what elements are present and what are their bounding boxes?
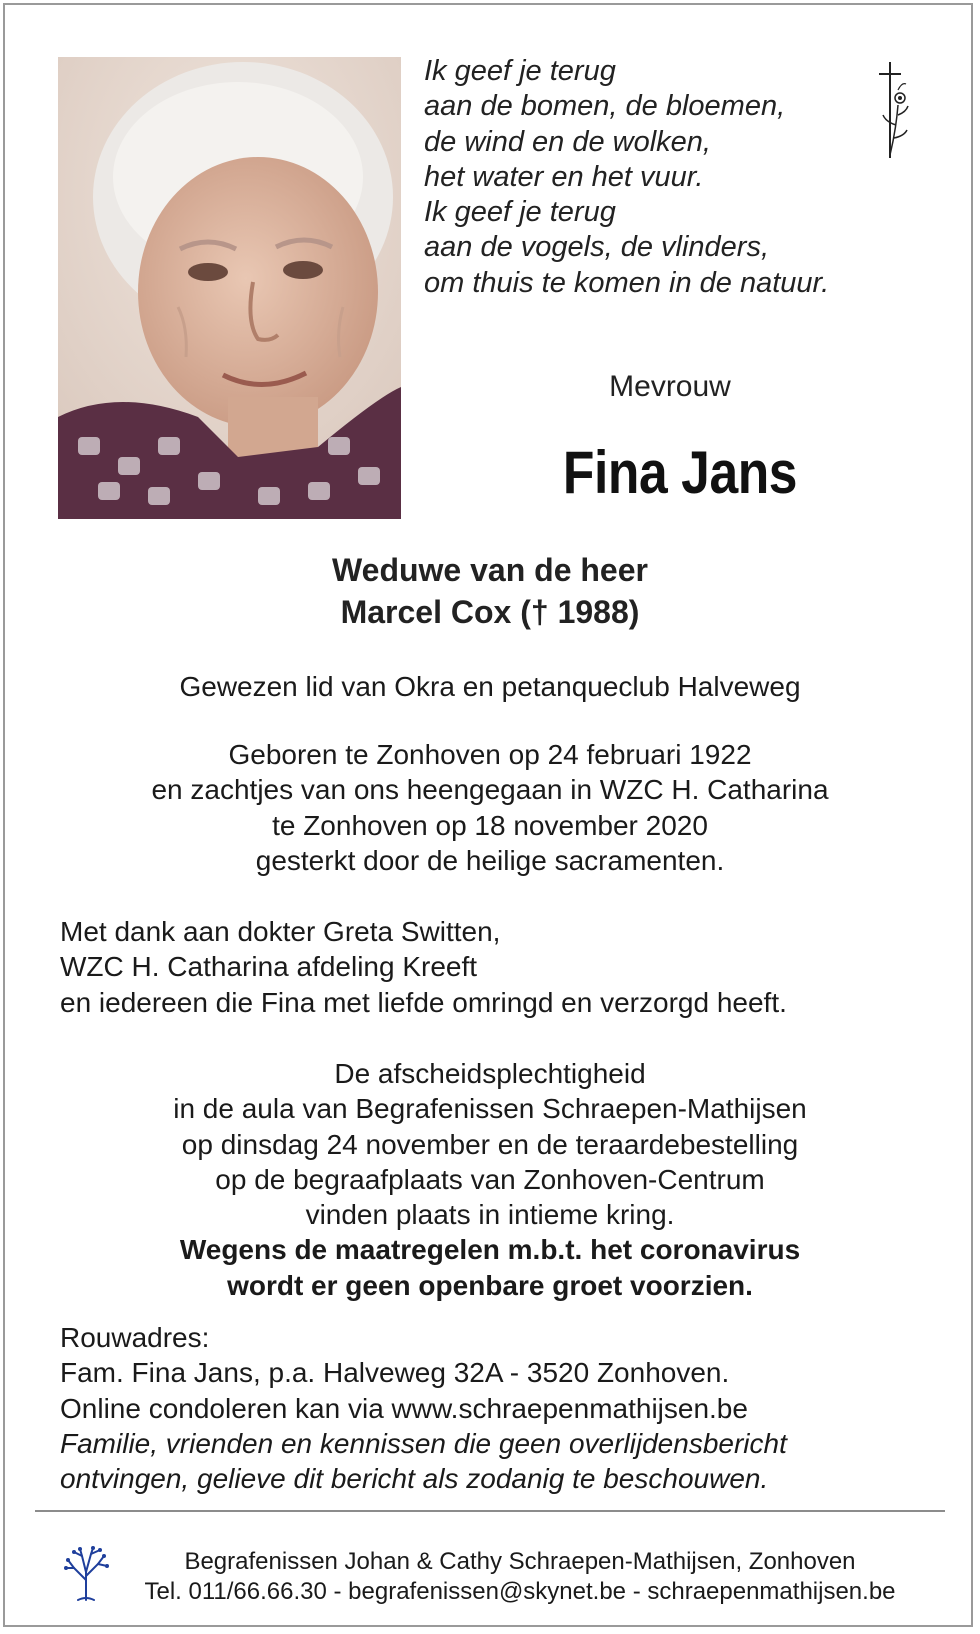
funeral-home-footer xyxy=(120,1547,920,1607)
deceased-name: Fina Jans xyxy=(562,439,798,506)
text-line: op dinsdag 24 november en de teraardebestelling xyxy=(181,1128,799,1160)
text-line: Geboren te Zonhoven op 24 februari 1922 xyxy=(228,739,752,770)
text-line: WZC H. Catharina afdeling Kreeft xyxy=(60,951,478,983)
poem-line: om thuis te komen in de natuur. xyxy=(424,266,830,299)
poem-line: Ik geef je terug xyxy=(424,196,616,229)
poem-line: Ik geef je terug xyxy=(424,55,616,87)
online-condolence: Online condoleren kan via www.schraepenmathijsen.be xyxy=(60,1392,748,1424)
notice-line: ontvingen, gelieve dit bericht als zodanig te beschouwen. xyxy=(60,1463,769,1495)
poem-line: aan de bomen, de bloemen, xyxy=(424,90,786,123)
corona-notice: Wegens de maatregelen m.b.t. het coronavirus xyxy=(179,1234,801,1266)
poem-line: de wind en de wolken, xyxy=(424,125,711,158)
address-line: Fam. Fina Jans, p.a. Halveweg 32A - 3520 Zonhoven. xyxy=(60,1357,730,1389)
notice-line: Familie, vrienden en kennissen die geen overlijdensbericht xyxy=(60,1427,787,1459)
poem xyxy=(424,54,904,301)
text-line: op de begraafplaats van Zonhoven-Centrum xyxy=(215,1163,765,1195)
portrait-photo xyxy=(58,57,401,519)
text-line: te Zonhoven op 18 november 2020 xyxy=(272,809,708,841)
cross-with-rose-icon xyxy=(874,60,914,160)
poem-line: aan de vogels, de vlinders, xyxy=(424,231,769,264)
text-line: en iedereen die Fina met liefde omringd en verzorgd heeft. xyxy=(60,986,787,1018)
widow-line: Weduwe van de heer xyxy=(332,552,648,588)
text-line: in de aula van Begrafenissen Schraepen-Mathijsen xyxy=(173,1093,807,1125)
footer-contact: Tel. 011/66.66.30 - begrafenissen@skynet.be - schraepenmathijsen.be xyxy=(144,1578,896,1605)
ceremony-text xyxy=(40,1056,940,1303)
honorific: Mevrouw xyxy=(609,370,731,403)
birth-death-text xyxy=(40,737,940,878)
widow-notice xyxy=(40,549,940,633)
text-line: Met dank aan dokter Greta Switten, xyxy=(60,916,501,947)
footer-divider xyxy=(35,1510,945,1512)
text-line: De afscheidsplechtigheid xyxy=(334,1058,646,1089)
text-line: en zachtjes van ons heengegaan in WZC H. Catharina xyxy=(151,774,829,806)
thanks-text xyxy=(60,914,940,1020)
address-block xyxy=(60,1320,940,1496)
text-line: gesterkt door de heilige sacramenten. xyxy=(255,844,725,876)
text-line: vinden plaats in intieme kring. xyxy=(305,1199,675,1231)
corona-notice: wordt er geen openbare groet voorzien. xyxy=(227,1269,753,1301)
footer-name: Begrafenissen Johan & Cathy Schraepen-Mathijsen, Zonhoven xyxy=(184,1548,856,1575)
tree-logo-icon xyxy=(62,1546,110,1602)
membership-text: Gewezen lid van Okra en petanqueclub Halveweg xyxy=(179,671,801,702)
poem-line: het water en het vuur. xyxy=(424,160,704,193)
widow-line: Marcel Cox († 1988) xyxy=(340,594,640,630)
address-label: Rouwadres: xyxy=(60,1322,210,1353)
